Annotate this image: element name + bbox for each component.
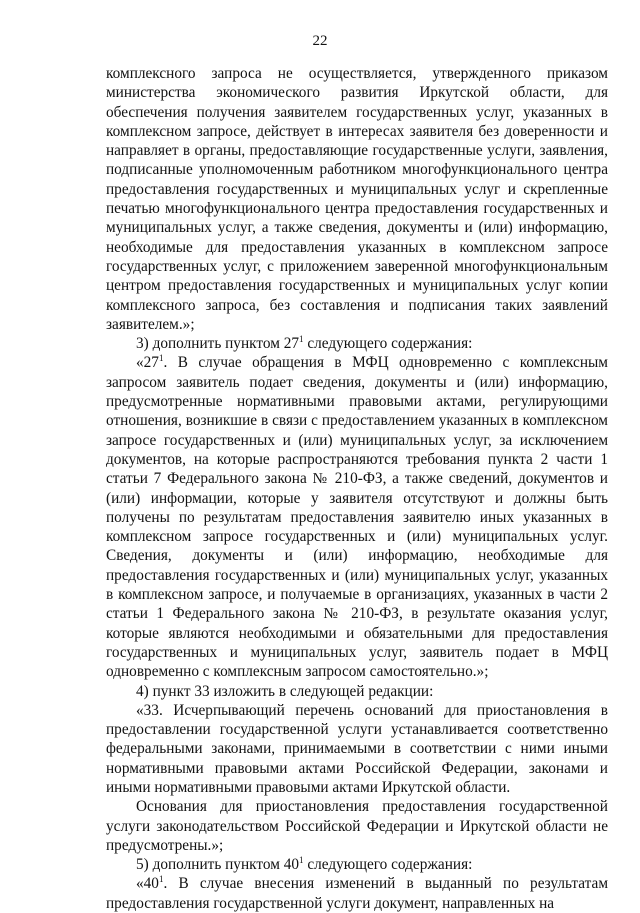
paragraph (106, 874, 608, 913)
paragraph (106, 682, 608, 701)
paragraph (106, 353, 608, 681)
page-number: 22 (312, 33, 328, 49)
document-body (106, 64, 608, 913)
paragraph-text: следующего содержания: (303, 856, 473, 874)
paragraph (106, 64, 608, 334)
paragraph-text: Основания для приостановления предоставления государственной услуги законодательством Российской Федерации и Иркутской области не предусмотрены.»; (106, 798, 608, 854)
paragraph-text: комплексного запроса не осуществляется, утвержденного приказом министерства экономического развития Иркутской области, для обеспечения получения заявителем государственных услуг, указанных в комплексном запросе, действует в интересах заявителя без доверенности и направляет в органы, предоставляющие государственные услуги, заявления, подписанные уполномоченным работником многофункционального центра предоставления государственных и муниципальных услуг и скрепленные печатью многофункционального центра предоставления государственных и муниципальных услуг, а также сведения, документы и (или) информацию, необходимые для предоставления указанных в комплексном запросе государственных услуг, с приложением заверенной многофункциональным центром предоставления государственных и муниципальных услуг копии комплексного запроса, без составления и подписания таких заявлений заявителем.»; (106, 65, 608, 333)
paragraph-text: следующего содержания: (303, 335, 473, 353)
paragraph-text: «33. Исчерпывающий перечень оснований для приостановления в предоставлении государственной услуги устанавливается соответственно федеральными законами, принимаемыми в соответствии с ними иными нормативными правовыми актами Российской Федерации, законами и иными нормативными правовыми актами Иркутской области. (106, 701, 608, 796)
paragraph (106, 334, 608, 353)
paragraph-text: . В случае обращения в МФЦ одновременно с комплексным запросом заявитель подает сведения, документы и (или) информацию, предусмотренные нормативными правовыми актами, регулирующими отношения, возникшие в связи с предоставлением указанных в комплексном запросе государственных и (или) муниципальных услуг, за исключением документов, на которые распространяются требования пункта 2 части 1 статьи 7 Федерального закона № 210-ФЗ, а также сведений, документов и (или) информации, которые у заявителя отсутствуют и должны быть получены по результатам предоставления заявителю иных указанных в комплексном запросе государственных и (или) муниципальных услуг. Сведения, документы и (или) информацию, необходимые для предоставления государственных и (или) муниципальных услуг, указанных в комплексном запросе, и получаемые в организациях, указанных в части 2 статьи 1 Федерального закона № 210-ФЗ, в результате оказания услуг, которые являются необходимыми и обязательными для предоставления государственных и муниципальных услуг, заявитель подает в МФЦ одновременно с комплексным запросом самостоятельно.»; (106, 354, 608, 681)
superscript: 1 (158, 874, 164, 885)
superscript: 1 (158, 353, 164, 364)
paragraph-text: . В случае внесения изменений в выданный по результатам предоставления государственной услуги документ, направленных на (106, 875, 608, 912)
paragraph (106, 855, 608, 874)
paragraph-text: «40 (136, 875, 159, 893)
paragraph-text: 3) дополнить пунктом 27 (136, 335, 300, 353)
superscript: 1 (299, 855, 304, 866)
paragraph (106, 797, 608, 855)
paragraph-text: «27 (136, 354, 159, 372)
paragraph (106, 701, 608, 797)
paragraph-text: 5) дополнить пунктом 40 (136, 856, 300, 874)
superscript: 1 (299, 334, 304, 345)
paragraph-text: 4) пункт 33 изложить в следующей редакции: (136, 682, 434, 700)
